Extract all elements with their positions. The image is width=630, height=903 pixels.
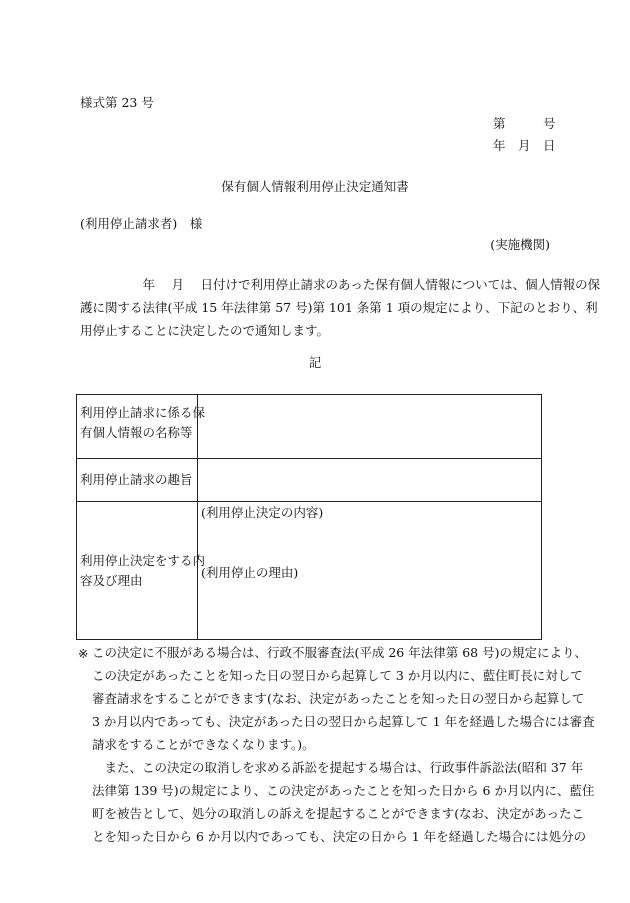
- notice-line: 請求をすることができなくなります。)。: [92, 737, 315, 752]
- issuing-agency: (実施機関): [490, 237, 550, 252]
- document-number: 第 号: [493, 116, 556, 131]
- notice-line: 町を被告として、処分の取消しの訴えを提起することができます(なお、決定があったこ: [92, 806, 585, 821]
- row2-label: 利用停止請求の趣旨: [80, 472, 193, 487]
- body-line: 用停止することに決定したので通知します。: [80, 323, 330, 338]
- notice-line: 審査請求をすることができます(なお、決定があったことを知った日の翌日から起算して: [92, 691, 585, 706]
- body-line: 年 月 日付けで利用停止請求のあった保有個人情報については、個人情報の保: [80, 277, 601, 292]
- recipient: (利用停止請求者) 様: [80, 216, 203, 231]
- row3-label: 利用停止決定をする内 容及び理由: [80, 553, 206, 588]
- row1-label: 利用停止請求に係る保 有個人情報の名称等: [80, 405, 206, 440]
- notice-line: 法律第 139 号)の規定により、この決定があったことを知った日から 6 か月以内に、藍住: [92, 783, 595, 798]
- ki-heading: 記: [308, 355, 322, 370]
- body-line: 護に関する法律(平成 15 年法律第 57 号)第 101 条第 1 項の規定により、下記のとおり、利: [80, 300, 598, 315]
- document-date: 年 月 日: [493, 138, 556, 153]
- decision-table: [76, 394, 542, 640]
- notice-line: 3 か月以内であっても、決定があった日の翌日から起算して 1 年を経過した場合には審査: [92, 714, 595, 729]
- row-divider: [77, 501, 541, 502]
- decision-reason-label: (利用停止の理由): [201, 565, 299, 580]
- notice-line: この決定に不服がある場合は、行政不服審査法(平成 26 年法律第 68 号)の規定により、: [92, 645, 587, 660]
- notice-line: この決定があったことを知った日の翌日から起算して 3 か月以内に、藍住町長に対して: [92, 668, 583, 683]
- row-divider: [77, 458, 541, 459]
- form-number: 様式第 23 号: [80, 95, 154, 110]
- decision-content-label: (利用停止決定の内容): [201, 505, 324, 520]
- body-paragraph: [80, 273, 601, 342]
- appeal-notice: [92, 641, 595, 848]
- document-title: 保有個人情報利用停止決定通知書: [221, 179, 409, 194]
- note-mark: ※: [78, 646, 89, 661]
- notice-line: また、この決定の取消しを求める訴訟を提起する場合は、行政事件訴訟法(昭和 37 年: [92, 760, 584, 775]
- notice-line: とを知った日から 6 か月以内であっても、決定の日から 1 年を経過した場合には処分の: [92, 829, 587, 844]
